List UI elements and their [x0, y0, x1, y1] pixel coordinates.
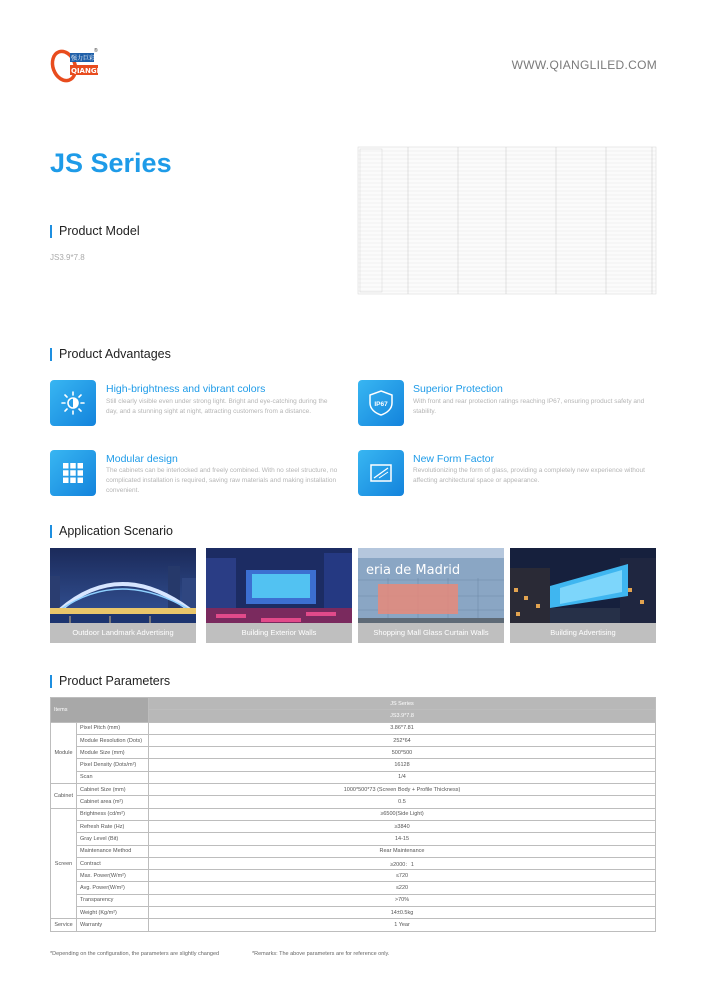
advantage-desc: With front and rear protection ratings reaching IP67, ensuring product safety and stability. — [413, 398, 645, 415]
param-name: Warranty — [77, 919, 149, 931]
glass-panel-icon — [358, 450, 404, 496]
group-label: Service — [51, 919, 77, 931]
param-value: >70% — [149, 894, 656, 906]
param-name: Brightness (cd/m²) — [77, 808, 149, 820]
group-label: Screen — [51, 808, 77, 919]
param-value: 14±0.5kg — [149, 907, 656, 919]
sun-icon — [50, 380, 96, 426]
ip67-shield-icon — [358, 380, 404, 426]
param-name: Refresh Rate (Hz) — [77, 820, 149, 832]
param-name: Module Resolution (Dots) — [77, 734, 149, 746]
scenario-caption: Building Exterior Walls — [206, 623, 352, 643]
scenario-mall-glass-image — [358, 548, 504, 643]
param-value: ≥3840 — [149, 820, 656, 832]
param-name: Gray Level (Bit) — [77, 833, 149, 845]
table-row — [51, 907, 656, 919]
advantage-title: High-brightness and vibrant colors — [106, 383, 266, 395]
param-name: Avg. Power(W/m²) — [77, 882, 149, 894]
footnote-left: *Depending on the configuration, the parameters are slightly changed — [50, 951, 220, 957]
product-model-value: JS3.9*7.8 — [50, 253, 85, 262]
application-scenario-heading: Application Scenario — [50, 525, 173, 538]
table-row — [51, 882, 656, 894]
param-value: ≤220 — [149, 882, 656, 894]
table-row — [51, 820, 656, 832]
param-value: 1000*500*73 (Screen Body + Profile Thickness) — [149, 784, 656, 796]
ip67-badge-text: IP67 — [374, 401, 388, 408]
logo-text: QIANGLI — [71, 67, 104, 75]
company-logo — [50, 46, 104, 86]
param-value: 1/4 — [149, 771, 656, 783]
scenario-building-walls-image — [206, 548, 352, 643]
table-row — [51, 919, 656, 931]
table-header-items: Items — [51, 698, 149, 723]
param-name: Pixel Density (Dots/m²) — [77, 759, 149, 771]
table-header-series: JS Series — [149, 698, 656, 710]
param-name: Cabinet area (m²) — [77, 796, 149, 808]
table-row — [51, 894, 656, 906]
advantage-title: Superior Protection — [413, 383, 503, 395]
param-name: Transparency — [77, 894, 149, 906]
table-row — [51, 734, 656, 746]
param-value: 1 Year — [149, 919, 656, 931]
mall-sign-text: eria de Madrid — [366, 563, 461, 578]
param-value: Rear Maintenance — [149, 845, 656, 857]
scenario-caption: Shopping Mall Glass Curtain Walls — [358, 623, 504, 643]
advantage-title: New Form Factor — [413, 453, 495, 465]
param-value: ≥2000：1 — [149, 857, 656, 869]
svg-text:®: ® — [94, 48, 98, 54]
group-label: Module — [51, 722, 77, 783]
scenario-building-advertising-image — [510, 548, 656, 643]
table-row — [51, 808, 656, 820]
grid-icon — [50, 450, 96, 496]
table-row — [51, 771, 656, 783]
advantage-desc: The cabinets can be interlocked and freely combined. With no steel structure, no complicated installation is required, saving raw materials and making installation convenient. — [106, 467, 338, 494]
table-row — [51, 796, 656, 808]
advantage-desc: Revolutionizing the form of glass, providing a completely new experience without affecting architectural space or appearance. — [413, 467, 645, 484]
parameters-table — [50, 697, 656, 932]
param-value: ≤720 — [149, 870, 656, 882]
table-row — [51, 747, 656, 759]
advantage-title: Modular design — [106, 453, 178, 465]
param-value: 3.86*7.81 — [149, 722, 656, 734]
table-row — [51, 784, 656, 796]
product-advantages-heading: Product Advantages — [50, 348, 171, 361]
table-row — [51, 857, 656, 869]
param-name: Pixel Pitch (mm) — [77, 722, 149, 734]
param-name: Maintenance Method — [77, 845, 149, 857]
table-row — [51, 722, 656, 734]
group-label: Cabinet — [51, 784, 77, 809]
param-value: 14-15 — [149, 833, 656, 845]
scenario-caption: Outdoor Landmark Advertising — [50, 623, 196, 643]
svg-text:强力巨彩: 强力巨彩 — [71, 55, 96, 62]
param-value: 252*64 — [149, 734, 656, 746]
param-value: 500*500 — [149, 747, 656, 759]
param-name: Weight (Kg/m²) — [77, 907, 149, 919]
advantage-desc: Still clearly visible even under strong light. Bright and eye-catching during the day, and a stunning sight at night, attracting customers from a distance. — [106, 398, 328, 415]
website-url[interactable]: WWW.QIANGLILED.COM — [511, 58, 657, 72]
param-name: Scan — [77, 771, 149, 783]
table-header-model: JS3.9*7.8 — [149, 710, 656, 722]
param-value: 16128 — [149, 759, 656, 771]
table-row — [51, 870, 656, 882]
scenario-landmark-image — [50, 548, 196, 643]
param-value: ≥6500(Side Light) — [149, 808, 656, 820]
param-name: Module Size (mm) — [77, 747, 149, 759]
page-title: JS Series — [50, 148, 172, 178]
scenario-caption: Building Advertising — [510, 623, 656, 643]
table-row — [51, 833, 656, 845]
table-row — [51, 845, 656, 857]
product-image — [358, 147, 656, 294]
param-name: Max. Power(W/m²) — [77, 870, 149, 882]
table-row — [51, 759, 656, 771]
param-name: Cabinet Size (mm) — [77, 784, 149, 796]
param-value: 0.5 — [149, 796, 656, 808]
product-model-heading: Product Model — [50, 225, 140, 238]
footnote-right: *Remarks: The above parameters are for reference only. — [252, 951, 390, 957]
param-name: Contract — [77, 857, 149, 869]
product-parameters-heading: Product Parameters — [50, 675, 170, 688]
